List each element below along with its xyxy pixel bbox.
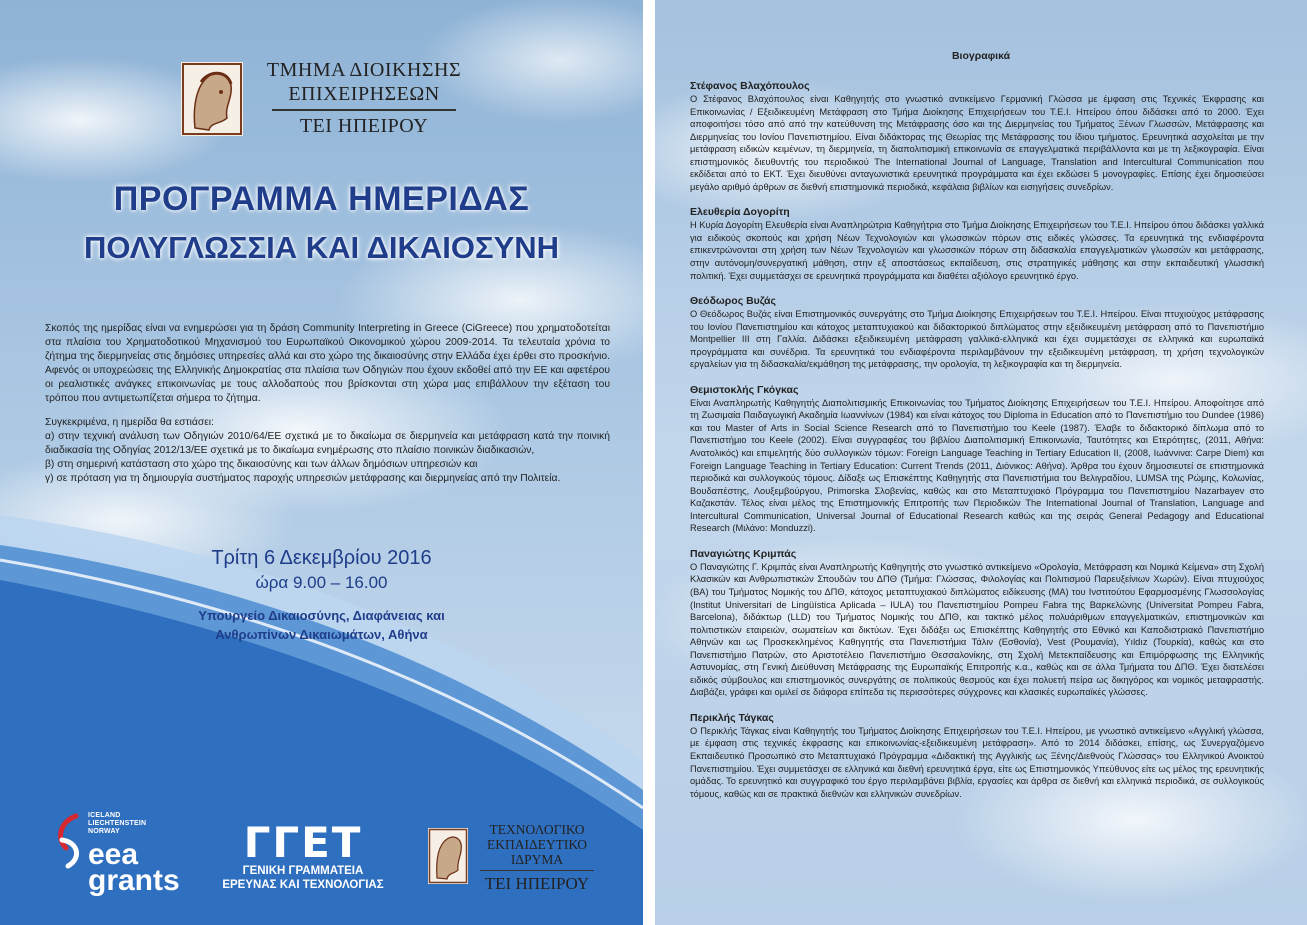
department-logo-text: [258, 58, 470, 138]
bio-name: Περικλής Τάγκας: [690, 711, 774, 724]
programme-subtitle: ΠΟΛΥΓΛΩΣΣΙΑ ΚΑΙ ΔΙΚΑΙΟΣΥΝΗ: [83, 230, 560, 265]
gget-line-1: ΓΕΝΙΚΗ ΓΡΑΜΜΑΤΕΙΑ: [242, 865, 364, 877]
focus-item-c: γ) σε πρόταση για τη δημιουργία συστήματος παροχής υπηρεσιών μετάφρασης και διερμηνείας από την Πολιτεία.: [45, 473, 561, 484]
event-time: ώρα 9.00 – 16.00: [255, 573, 388, 592]
bio-text: Ο Στέφανος Βλαχόπουλος είναι Καθηγητής στο γνωστικό αντικείμενο Γερμανική Γλώσσα με έμφαση στις Τεχνικές Έκφρασης και Επικοινωνίας / Εξειδικευμένη Μετάφραση στο Τμήμα Διοίκησης Επιχειρήσεων του Τ.Ε.Ι. Ηπείρου όπου διδάσκει από το 2000. Έχει αποφοιτήσει τόσο από από την κατεύθυνση της Μετάφρασης όσο και της Διερμηνείας του Τμήματος Ξένων Γλωσσών, Μετάφρασης και Διερμηνείας του Ιονίου Πανεπιστημίου. Είναι διδάκτορας της Θεωρίας της Μετάφρασης του ίδιου τμήματος. Ερευνητικά ασχολείται με την μετάφραση ειδικών κειμένων, τη διερμηνεία, τη διαπολιτισμική επικοινωνία σε επαγγελματικά περιβάλλοντα και με τη λεξικογραφία. Είναι επιστημονικός διευθυντής του περιοδικού The International Journal of Language, Translation and Intercultural Communication που εκδίδεται από το ΕΚΤ. Έχει διευθύνει ανταγωνιστικά ερευνητικά προγράμματα και έχει εκδώσει 5 μονογραφίες. Επίσης έχει δημοσιεύσει μεγάλο αριθμό άρθρων σε διεθνή επιστημονικά περιοδικά, κεφάλαια βιβλίων και εισηγήσεις συνεδρίων.: [690, 94, 1264, 192]
bio-name: Παναγιώτης Κριμπάς: [690, 547, 797, 560]
bio-item: [690, 712, 1264, 800]
bio-item: [690, 548, 1264, 699]
intro-text: [45, 322, 610, 486]
eea-swirl-icon: [52, 812, 86, 870]
department-divider: [272, 109, 456, 111]
bio-name: Θεόδωρος Βυζάς: [690, 295, 776, 308]
bio-name: Θεμιστοκλής Γκόγκας: [690, 383, 799, 396]
tei-institution-text: ΤΕΧΝΟΛΟΓΙΚΟ ΕΚΠΑΙΔΕΥΤΙΚΟ ΙΔΡΥΜΑ ΤΕΙ ΗΠΕΙΡΟΥ: [472, 822, 602, 894]
intro-paragraph-1: Σκοπός της ημερίδας είναι να ενημερώσει για τη δράση Community Interpreting in Greece (CiGreece) που χρηματοδοτείται στα πλαίσια του Χρηματοδοτικού Μηχανισμού του Ευρωπαϊκού Οικονομικού χώρου 2009-2014. Τα τελευταία χρόνια το ζήτημα της διερμηνείας στις δημόσιες υπηρεσίες αλλά και στο χώρο της δικαιοσύνης στην Ελλάδα έχει έρθει στο προσκήνιο. Αφενός οι υποχρεώσεις της Ελληνικής Δημοκρατίας στα πλαίσια των Οδηγιών που έχουν εκδοθεί από την ΕΕ και αφετέρου οι ρεαλιστικές ανάγκες επικοινωνίας με τους αλλοδαπούς που βρίσκονται στη χώρα μας επιβάλλουν την εξέταση του τρόπου που αντιμετωπίζεται σήμερα το ζήτημα.: [45, 323, 610, 404]
bio-item: [690, 80, 1264, 193]
bio-name: Στέφανος Βλαχόπουλος: [690, 80, 810, 92]
event-date: Τρίτη 6 Δεκεμβρίου 2016: [211, 547, 432, 569]
tei-divider: [480, 870, 594, 871]
event-venue: Υπουργείο Δικαιοσύνης, Διαφάνειας και Ανθρωπίνων Δικαιωμάτων, Αθήνα: [198, 608, 445, 642]
department-line-2: ΕΠΙΧΕΙΡΗΣΕΩΝ: [288, 83, 440, 105]
gget-line-2: ΕΡΕΥΝΑΣ ΚΑΙ ΤΕΧΝΟΛΟΓΙΑΣ: [222, 879, 384, 891]
eea-countries: ICELAND LIECHTENSTEIN NORWAY: [88, 812, 147, 835]
programme-title: ΠΡΟΓΡΑΜΜΑ ΗΜΕΡΙΔΑΣ: [113, 180, 530, 218]
eea-wordmark: eea grants: [88, 838, 180, 897]
bio-item: [690, 206, 1264, 282]
focus-list: [45, 416, 610, 486]
bio-item: [690, 384, 1264, 535]
page-gutter: [643, 0, 655, 925]
gget-logo: [218, 818, 388, 892]
programme-page: [0, 0, 643, 925]
bio-text: Η Κυρία Δογορίτη Ελευθερία είναι Αναπληρώτρια Καθηγήτρια στο Τμήμα Διοίκησης Επιχειρήσεων του Τ.Ε.Ι. Ηπείρου όπου διδάσκει γαλλικά για ειδικούς σκοπούς και χρήση Νέων Τεχνολογιών και γλωσσικών πόρων στις ειδικές γλώσσες. Τα ερευνητικά της ενδιαφέροντα επικεντρώνονται στη χρήση των Νέων Τεχνολογιών και γλωσσικών πόρων στη διδασκαλία επαγγελματικών γλωσσών και μετάφρασης, στην αυτόνομη/συνεργατική μάθηση, στην εξ αποστάσεως εκπαίδευση, στις στρατηγικές μάθησης και στην εκπαιδευτική γλωσσική πολιτική. Έχει συμμετάσχει σε ερευνητικά προγράμματα και διαθέτει αξιόλογο ερευνητικό έργο.: [690, 220, 1264, 281]
biographies-page: [655, 0, 1307, 925]
department-line-3: ΤΕΙ ΗΠΕΙΡΟΥ: [299, 115, 429, 137]
bio-item: [690, 295, 1264, 371]
bio-text: Ο Περικλής Τάγκας είναι Καθηγητής του Τμήματος Διοίκησης Επιχειρήσεων του Τ.Ε.Ι. Ηπείρου, με γνωστικό αντικείμενο «Αγγλική γλώσσα, με έμφαση στις τεχνικές έκφρασης και επικοινωνίας-εξειδικευμένη μετάφραση». Από το 2014 διδάσκει, επίσης, ως Συνεργαζόμενο Εκπαιδευτικό Προσωπικό στο Μεταπτυχιακό Πρόγραμμα «Διδακτική της Αγγλικής ως Ξένης/Διεθνούς Γλώσσας» του Ελληνικού Ανοικτού Πανεπιστημίου. Έχει συμμετάσχει σε ελληνικά και διεθνή ερευνητικά έργα, είτε ως Επιστημονικός Υπεύθυνος είτε ως μέλος της ερευνητικής ομάδας. Το ερευνητικό και συγγραφικό του έργο περιλαμβάνει βιβλία, εργασίες και άρθρα σε διεθνή και ελληνικά περιοδικά, σε συλλογικούς τόμους, καθώς και σε πρακτικά διεθνών και ελληνικών συνεδρίων.: [690, 725, 1264, 799]
focus-intro: Συγκεκριμένα, η ημερίδα θα εστιάσει:: [45, 417, 214, 428]
focus-item-b: β) στη σημερινή κατάσταση στο χώρο της δικαιοσύνης και των άλλων δημόσιων υπηρεσιών και: [45, 459, 478, 470]
bio-name: Ελευθερία Δογορίτη: [690, 206, 790, 219]
tei-small-head-logo: [428, 828, 468, 884]
bio-text: Είναι Αναπληρωτής Καθηγητής Διαπολιτισμικής Επικοινωνίας του Τμήματος Διοίκησης Επιχειρήσεων του Τ.Ε.Ι. Ηπείρου. Αποφοίτησε από τη Ζωσιμαία Παιδαγωγική Ακαδημία Ιωαννίνων (1984) και είναι κάτοχος του Diploma in Education από το Πανεπιστήμιο του Dundee (1986) και του Master of Arts in Social Science Research από το Πανεπιστήμιο του Keele (1987). Έλαβε το διδακτορικό δίπλωμα από το Πανεπιστήμιο του Keele (2002). Είναι συγγραφέας του βιβλίου Διαπολιτισμική Επικοινωνία, Ταυτότητες και Ετερότητες, (2011, Αθήνα: Ανατολικός) και επιμελητής δύο συλλογικών τόμων: Foreign Language Teaching in Tertiary Education II, (2008, Ιωάννινα: Carpe Diem) και Foreign Language Teaching in Tertiary Education: Current Trends (2011, Διόνικος: Αθήνα). Άρθρα του έχουν δημοσιευτεί σε επιστημονικά περιοδικά και συλλογικούς τόμους. Δίδαξε ως Επισκέπτης Καθηγητής στα Πανεπιστήμια του Βελιγραδίου, LUMSA της Ρώμης, Κολωνίας, Βουδαπέστης, Λουξεμβούργου, Primorska Σλοβενίας, καθώς και στο Μεταπτυχιακό Πρόγραμμα του Πανεπιστημίου Nazarbayev στο Καζακστάν. Τέλος είναι μέλος της Επιστημονικής Επιτροπής των Περιοδικών The International Journal of Translation, Language and Intercultural Communication, Universal Journal of Educational Research καθώς και της σειράς General Pedagogy and Educational Research (Μιλάνο: Monduzzi).: [690, 397, 1264, 534]
bio-text: Ο Παναγιώτης Γ. Κριμπάς είναι Αναπληρωτής Καθηγητής στο γνωστικό αντικείμενο «Ορολογία, Μετάφραση και Νομικά Κείμενα» στη Σχολή Κλασικών και Ανθρωπιστικών Σπουδών του ΔΠΘ (Τμήμα: Γλώσσας, Φιλολογίας και Πολιτισμού Παρευξείνιων Χωρών). Είναι πτυχιούχος (BA) του Τμήματος Νομικής του ΔΠΘ, κάτοχος μεταπτυχιακού διπλώματος ειδίκευσης (MA) του Ινστιτούτου Εφαρμοσμένης Γλωσσολογίας (Institut Universitari de Lingüística Aplicada – IULA) του Πανεπιστημίου Pompeu Fabra της Βαρκελώνης (Universitat Pompeu Fabra, Barcelona), διδάκτωρ (LLD) του Τμήματος Νομικής του ΔΠΘ, και τακτικό μέλος πολυάριθμων επαγγελματικών, επιστημονικών και πολιτιστικών εταιρειών, σωματείων και δικτύων. Έχει διδάξει ως Επισκέπτης Καθηγητής στο Εθνικό και Καποδιστριακό Πανεπιστήμιο Αθηνών και ως Προσκεκλημένος Καθηγητής στα Πανεπιστήμια Τάλιν (Εσθονία), Vest (Ρουμανία), Yıldız (Τουρκία), καθώς και στο Πανεπιστήμιο Πατρών, στο Αριστοτέλειο Πανεπιστήμιο Θεσσαλονίκης, στη Σχολή Μετεκπαίδευσης και Επιμόρφωσης της Ελληνικής Αστυνομίας, στη Γενική Διεύθυνση Μετάφρασης της Ευρωπαϊκής Επιτροπής κ.α., καθώς και σε άλλα Τμήματα του ΔΠΘ. Έχει διατελέσει ειδικός σύμβουλος και επιστημονικός συνεργάτης σε πολιτικούς θεσμούς και έχει πολυετή πείρα ως δικηγόρος και νομικός μεταφραστής. Διαβάζει, γράφει και ομιλεί σε διάφορα επίπεδα τις περισσότερες σύγχρονες και κλασικές ευρωπαϊκές γλώσσες.: [690, 561, 1264, 698]
biographies-list: [690, 80, 1264, 813]
gget-mark: ΓΓΕΤ: [243, 818, 363, 867]
bio-text: Ο Θεόδωρος Βυζάς είναι Επιστημονικός συνεργάτης στο Τμήμα Διοίκησης Επιχειρήσεων του Τ.Ε.Ι. Ηπείρου. Είναι πτυχιούχος μετάφρασης του Ιονίου Πανεπιστημίου και κάτοχος μεταπτυχιακού και διδακτορικού διπλώματος στην εξειδικευμένη μετάφραση από το Πανεπιστήμιο Montpellier III στη Γαλλία. Διδάσκει εξειδικευμένη μετάφραση γαλλικά-ελληνικά και έχει συμμετάσχει σε ελληνικά και ευρωπαϊκά προγράμματα και συνέδρια. Τα ερευνητικά του ενδιαφέροντα περιλαμβάνουν την εξειδικευμένη μετάφραση, τη χρήση τεχνολογικών εργαλείων για τη διδασκαλία/εκμάθηση της μετάφρασης, την ορολογία, τη λεξικογραφία και τη διερμηνεία.: [690, 309, 1264, 370]
tei-head-logo: [181, 62, 243, 136]
biographies-heading: Βιογραφικά: [951, 50, 1011, 62]
department-line-1: ΤΜΗΜΑ ΔΙΟΙΚΗΣΗΣ: [266, 59, 462, 81]
eea-grants-logo: [52, 812, 180, 897]
focus-item-a: α) στην τεχνική ανάλυση των Οδηγιών 2010/64/ΕΕ σχετικά με το δικαίωμα σε διερμηνεία και μετάφραση κατά την ποινική διαδικασία της Οδηγίας 2012/13/ΕΕ σχετικά με το δικαίωμα ενημέρωσης στο πλαίσιο ποινικών διαδικασιών,: [45, 431, 610, 456]
